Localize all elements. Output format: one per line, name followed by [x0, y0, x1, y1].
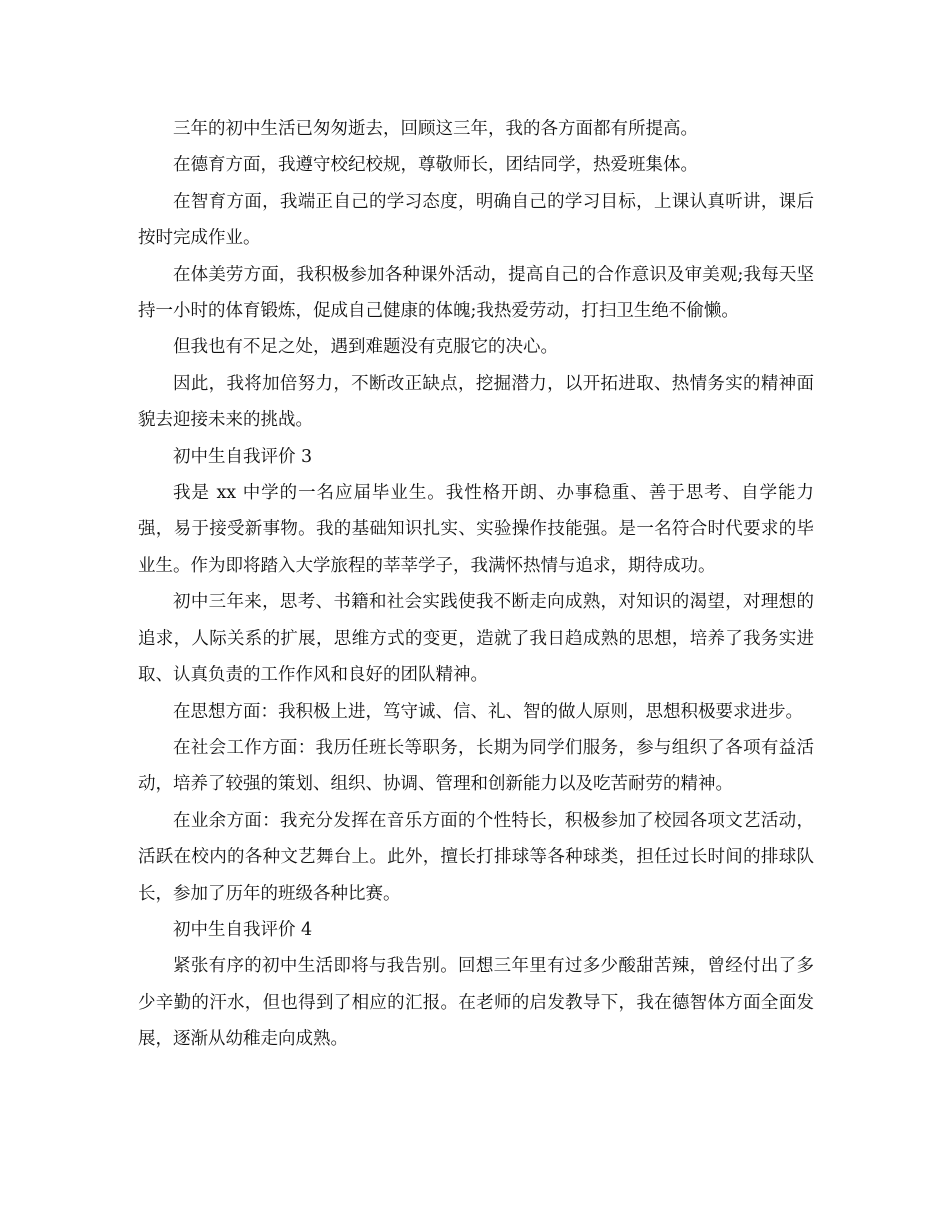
section-heading: 初中生自我评价 4 [173, 919, 313, 940]
paragraph: 我是 xx 中学的一名应届毕业生。我性格开朗、办事稳重、善于思考、自学能力强，易于接受新事物。我的基础知识扎实、实验操作技能强。是一名符合时代要求的毕业生。作为即将踏入大学旅程的莘莘学子，我满怀热情与追求，期待成功。 [138, 483, 814, 576]
document-body [138, 111, 814, 1058]
paragraph: 在德育方面，我遵守校纪校规，尊敬师长，团结同学，热爱班集体。 [173, 155, 698, 176]
paragraph: 紧张有序的初中生活即将与我告别。回想三年里有过多少酸甜苦辣，曾经付出了多少辛勤的汗水，但也得到了相应的汇报。在老师的启发教导下，我在德智体方面全面发展，逐渐从幼稚走向成熟。 [138, 956, 814, 1050]
paragraph: 初中三年来，思考、书籍和社会实践使我不断走向成熟，对知识的渴望，对理想的追求，人际关系的扩展，思维方式的变更，造就了我日趋成熟的思想，培养了我务实进取、认真负责的工作作风和良好的团队精神。 [138, 592, 814, 686]
section-heading: 初中生自我评价 3 [173, 446, 313, 467]
paragraph: 但我也有不足之处，遇到难题没有克服它的决心。 [173, 337, 558, 358]
paragraph: 在社会工作方面：我历任班长等职务，长期为同学们服务，参与组织了各项有益活动，培养了较强的策划、组织、协调、管理和创新能力以及吃苦耐劳的精神。 [138, 737, 814, 795]
paragraph: 在体美劳方面，我积极参加各种课外活动，提高自己的合作意识及审美观;我每天坚持一小时的体育锻炼，促成自己健康的体魄;我热爱劳动，打扫卫生绝不偷懒。 [138, 264, 814, 322]
paragraph: 在智育方面，我端正自己的学习态度，明确自己的学习目标，上课认真听讲，课后按时完成作业。 [138, 191, 814, 249]
paragraph: 三年的初中生活已匆匆逝去，回顾这三年，我的各方面都有所提高。 [173, 119, 698, 139]
paragraph: 因此，我将加倍努力，不断改正缺点，挖掘潜力，以开拓进取、热情务实的精神面貌去迎接未来的挑战。 [138, 373, 814, 431]
paragraph: 在业余方面：我充分发挥在音乐方面的个性特长，积极参加了校园各项文艺活动，活跃在校内的各种文艺舞台上。此外，擅长打排球等各种球类，担任过长时间的排球队长，参加了历年的班级各种比赛。 [138, 810, 814, 904]
paragraph: 在思想方面：我积极上进，笃守诚、信、礼、智的做人原则，思想积极要求进步。 [173, 701, 803, 722]
